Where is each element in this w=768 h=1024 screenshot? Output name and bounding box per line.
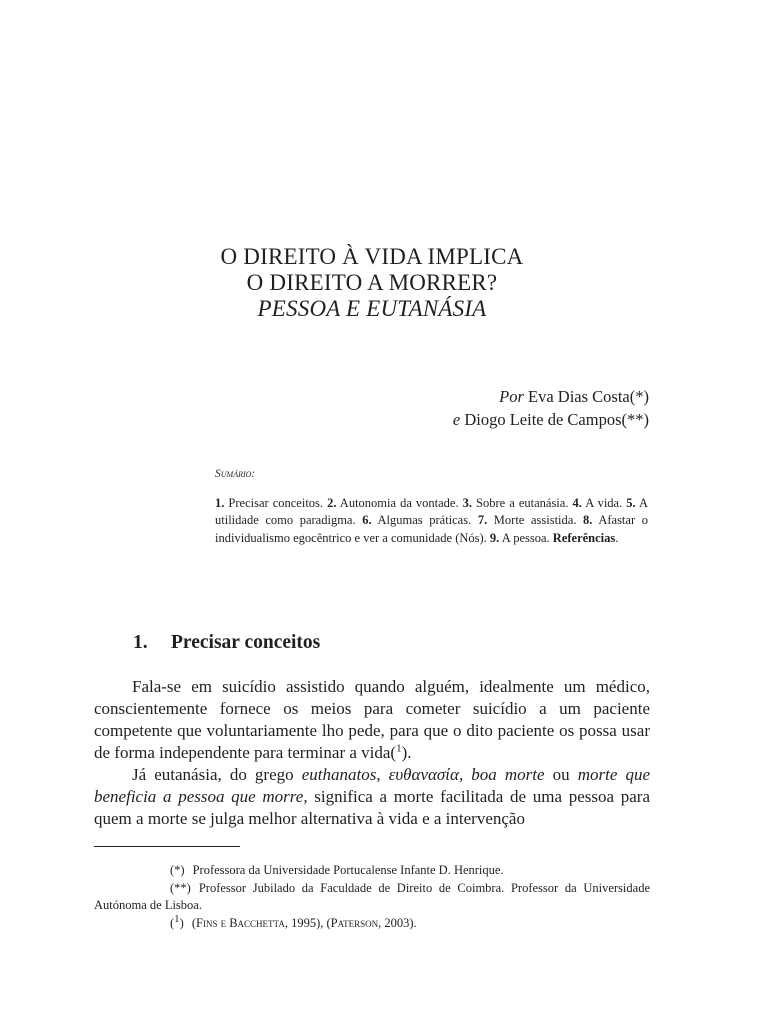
italic-term: morte que beneficia a pessoa que morre, [94,765,650,806]
footnote-mark: (*) [170,863,185,877]
footnote-mark-close: ) [179,916,184,930]
author-name-1: Eva Dias Costa(*) [523,387,649,406]
summary-item-num: 7. [477,513,488,527]
author-line-1 [453,385,649,408]
footnote-2 [94,880,650,914]
summary-item-text: Morte assistida. [487,513,584,527]
footnotes [94,862,650,933]
paragraph-text: Já eutanásia, do grego [132,765,302,784]
summary-item-num: 8. [583,513,593,527]
italic-term: euthanatos [301,765,377,784]
footnote-text: , 2003). [378,916,417,930]
italic-term: ευθανασία, boa morte [388,765,545,784]
summary-item-num: 5. [626,495,636,510]
summary-label: Sumário: [215,468,256,480]
body-text [94,676,650,830]
paragraph-2 [94,764,650,830]
article-title [120,244,624,322]
footnote-text: ( [191,916,197,930]
author-name-2: Diogo Leite de Campos(**) [460,410,649,429]
footnote-text: Professora da Universidade Portucalense Infante D. Henrique. [192,863,504,877]
summary-item-text: Sobre a eutanásia. [472,495,573,510]
summary-item-num: 1. [215,495,225,510]
paragraph-1 [94,676,650,764]
summary-item-num: 6. [362,513,372,527]
footnote-ref: 1 [396,742,402,755]
footnote-3 [94,912,650,932]
author-prefix-e: e [452,410,461,429]
summary-item-text: Precisar conceitos. [224,495,328,510]
summary-item-num: 2. [327,495,337,510]
paragraph-end: ). [401,743,412,762]
section-title: Precisar conceitos [171,632,321,653]
paragraph-text: Fala-se em suicídio assistido quando alguém, idealmente um médico, conscientemente fornece os meios para cometer suicídio a um paciente competente que voluntariamente lho pede, para que o dito paciente os possa usar de forma independente para terminar a vida( [94,677,650,762]
summary-references: Referências [552,530,616,545]
summary-item-text: Algumas práticas. [371,513,478,527]
footnote-mark [132,912,184,932]
subtitle: PESSOA E EUTANÁSIA [257,296,487,321]
paragraph-text: , [376,765,389,784]
footnote-text: Professor Jubilado da Faculdade de Direito de Coimbra. Professor da Universidade Autónoma de Lisboa. [94,881,650,912]
footnote-mark-sup: 1 [174,912,180,925]
footnote-mark: (**) [170,881,191,895]
summary-item-num: 4. [572,495,582,510]
summary-end: . [615,530,619,545]
summary-item-text: A vida. [581,495,627,510]
author-prefix-por: Por [499,387,524,406]
footnote-1 [94,862,650,879]
summary-item-num: 9. [489,530,500,545]
citation-author: Paterson [330,916,379,930]
summary-text [215,495,648,548]
summary-item-text: A pessoa. [499,530,553,545]
paragraph-text: ou [544,765,578,784]
author-block [453,385,649,431]
summary-item-num: 3. [462,495,473,510]
author-line-2 [453,408,649,431]
summary-block [215,466,648,547]
footnote-divider [94,846,240,847]
summary-item-text: A utilidade como paradigma. [215,495,649,527]
summary-item-text: Autonomia da vontade. [336,495,463,510]
paragraph-text: significa a morte facilitada de uma pessoa para quem a morte se julga melhor alternativa à vida e a intervenção [94,787,650,828]
summary-item-text: Afastar o individualismo egocêntrico e ver a comunidade (Nós). [215,513,648,545]
title-line-1: O DIREITO À VIDA IMPLICA [220,244,524,269]
footnote-mark-open: ( [170,916,175,930]
footnote-text: , 1995), ( [284,916,331,930]
citation-author: Fins e Bacchetta [196,916,285,930]
section-number: 1. [133,632,148,653]
section-heading [133,632,320,654]
title-line-2: O DIREITO A MORRER? [246,270,498,295]
